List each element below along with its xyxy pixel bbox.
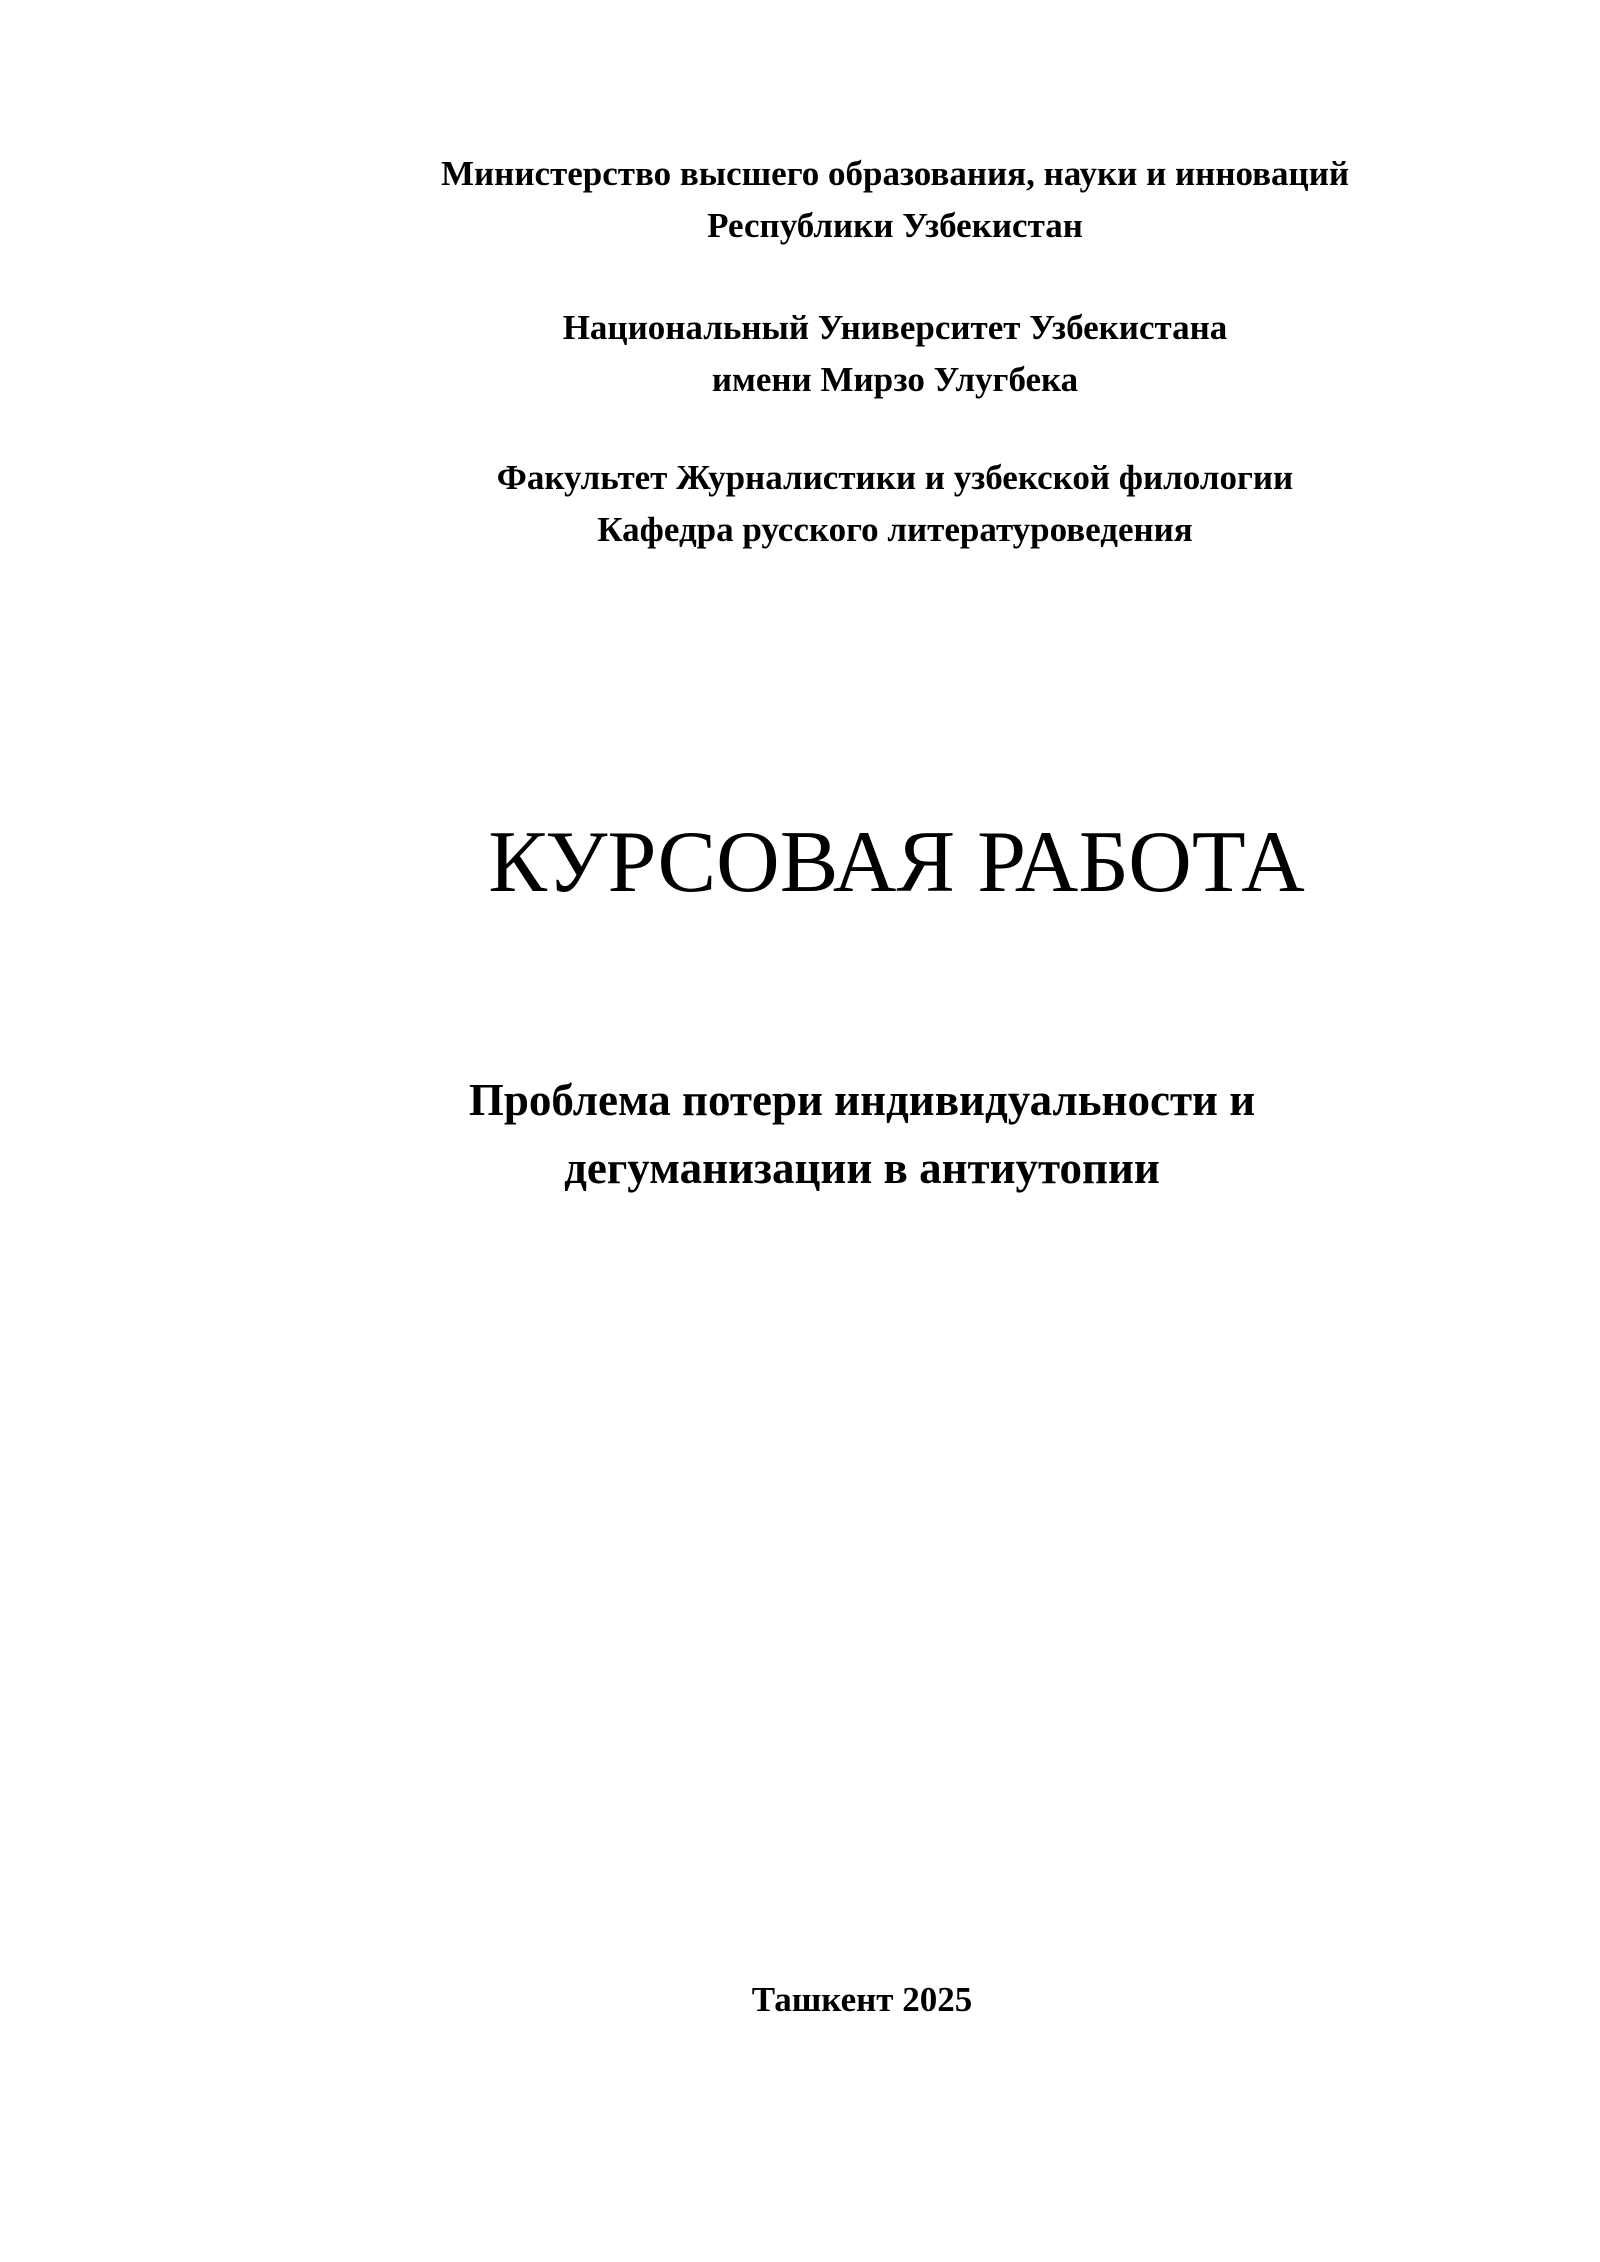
document-type-title: КУРСОВАЯ РАБОТА xyxy=(488,814,1305,911)
department-line: Кафедра русского литературоведения xyxy=(597,510,1193,549)
ministry-line-1: Министерство высшего образования, науки и инноваций xyxy=(440,154,1350,193)
ministry-line-2: Республики Узбекистан xyxy=(707,206,1083,245)
topic-title xyxy=(0,1066,1600,1202)
university-line-2: имени Мирзо Улугбека xyxy=(711,360,1079,399)
city-year: Ташкент 2025 xyxy=(751,1980,973,2019)
faculty-heading xyxy=(0,452,1600,556)
university-line-1: Национальный Университет Узбекистана xyxy=(562,308,1228,347)
faculty-line-1: Факультет Журналистики и узбекской филологии xyxy=(496,458,1294,497)
university-heading xyxy=(0,302,1600,406)
topic-line-2: дегуманизации в антиутопии xyxy=(564,1143,1160,1193)
topic-line-1: Проблема потери индивидуальности и xyxy=(468,1075,1256,1125)
ministry-heading xyxy=(0,148,1600,252)
